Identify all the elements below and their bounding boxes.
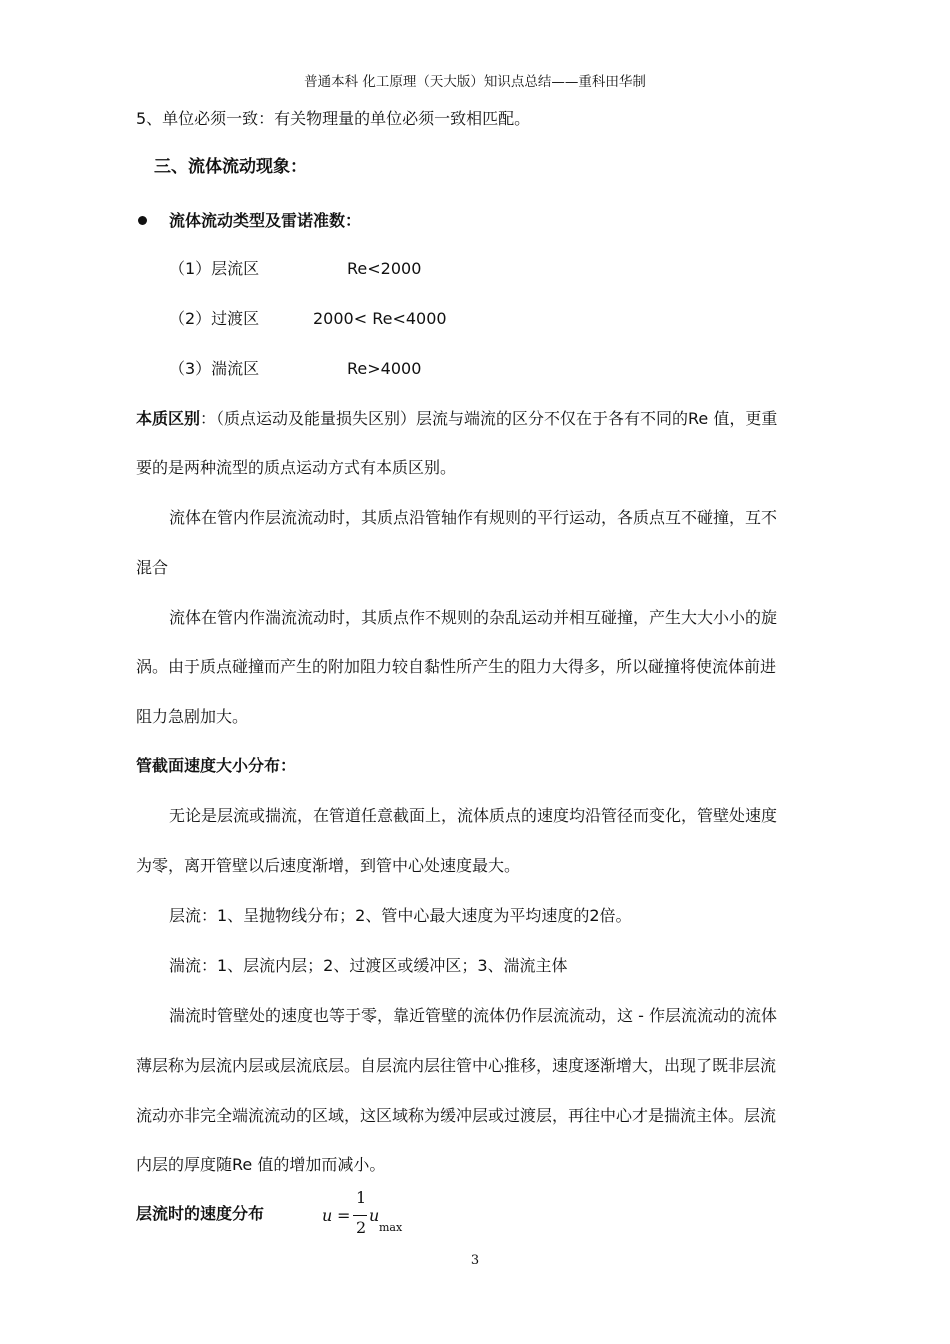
formula-lhs: u <box>322 1206 333 1225</box>
formula-variable: u <box>369 1206 380 1225</box>
velocity-section-title: 管截面速度大小分布： <box>136 756 297 775</box>
velocity-paragraph-line: 为零，离开管壁以后速度渐增，到管中心处速度最大。 <box>136 856 521 875</box>
laminar-distribution: 层流：1、呈抛物线分布；2、管中心最大速度为平均速度的2倍。 <box>169 906 632 925</box>
formula-numerator: 1 <box>356 1188 367 1207</box>
wall-paragraph-line: 湍流时管壁处的速度也等于零，靠近管壁的流体仍作层流流动，这 - 作层流流动的流体 <box>169 1006 777 1025</box>
formula-denominator: 2 <box>356 1218 367 1237</box>
essence-line-1 <box>136 409 777 429</box>
page-header: 普通本科 化工原理（天大版）知识点总结——重科田华制 <box>304 74 646 90</box>
wall-paragraph-line: 薄层称为层流内层或层流底层。自层流内层往管中心推移，速度逐渐增大，出现了既非层流 <box>136 1056 777 1075</box>
bullet-title: 流体流动类型及雷诺准数： <box>169 211 362 230</box>
essence-text: ：（质点运动及能量损失区别）层流与端流的区分不仅在于各有不同的Re 值，更重 <box>200 409 778 428</box>
regime-condition: 2000< Re<4000 <box>313 309 447 328</box>
regime-label: （1）层流区 <box>169 259 260 278</box>
laminar-paragraph-line: 混合 <box>136 558 169 577</box>
formula-equals: = <box>337 1206 351 1225</box>
formula-label: 层流时的速度分布 <box>136 1204 265 1223</box>
regime-label: （2）过渡区 <box>169 309 260 328</box>
essence-line-2: 要的是两种流型的质点运动方式有本质区别。 <box>136 458 457 477</box>
turbulent-paragraph-line: 流体在管内作湍流流动时，其质点作不规则的杂乱运动并相互碰撞，产生大大小小的旋 <box>169 608 778 627</box>
page-number: 3 <box>470 1253 480 1268</box>
wall-paragraph-line: 内层的厚度随Re 值的增加而减小。 <box>136 1155 386 1174</box>
regime-condition: Re<2000 <box>347 259 422 278</box>
essence-label: 本质区别 <box>136 409 201 428</box>
regime-condition: Re>4000 <box>347 359 422 378</box>
section-title: 三、流体流动现象： <box>154 157 307 177</box>
bullet-icon <box>138 216 147 225</box>
unit-rule-line: 5、单位必须一致：有关物理量的单位必须一致相匹配。 <box>136 109 531 128</box>
turbulent-distribution: 湍流：1、层流内层；2、过渡区或缓冲区；3、湍流主体 <box>169 956 568 975</box>
formula-subscript: max <box>379 1221 403 1234</box>
regime-label: （3）湍流区 <box>169 359 260 378</box>
turbulent-paragraph-line: 阻力急剧加大。 <box>136 707 249 726</box>
velocity-formula <box>322 1188 422 1244</box>
fraction-bar <box>353 1215 367 1216</box>
velocity-paragraph-line: 无论是层流或揣流，在管道任意截面上，流体质点的速度均沿管径而变化，管壁处速度 <box>169 806 778 825</box>
turbulent-paragraph-line: 涡。由于质点碰撞而产生的附加阻力较自黏性所产生的阻力大得多，所以碰撞将使流体前进 <box>136 657 777 676</box>
wall-paragraph-line: 流动亦非完全端流流动的区域，这区域称为缓冲层或过渡层，再往中心才是揣流主体。层流 <box>136 1106 777 1125</box>
laminar-paragraph-line: 流体在管内作层流流动时，其质点沿管轴作有规则的平行运动，各质点互不碰撞，互不 <box>169 508 778 527</box>
